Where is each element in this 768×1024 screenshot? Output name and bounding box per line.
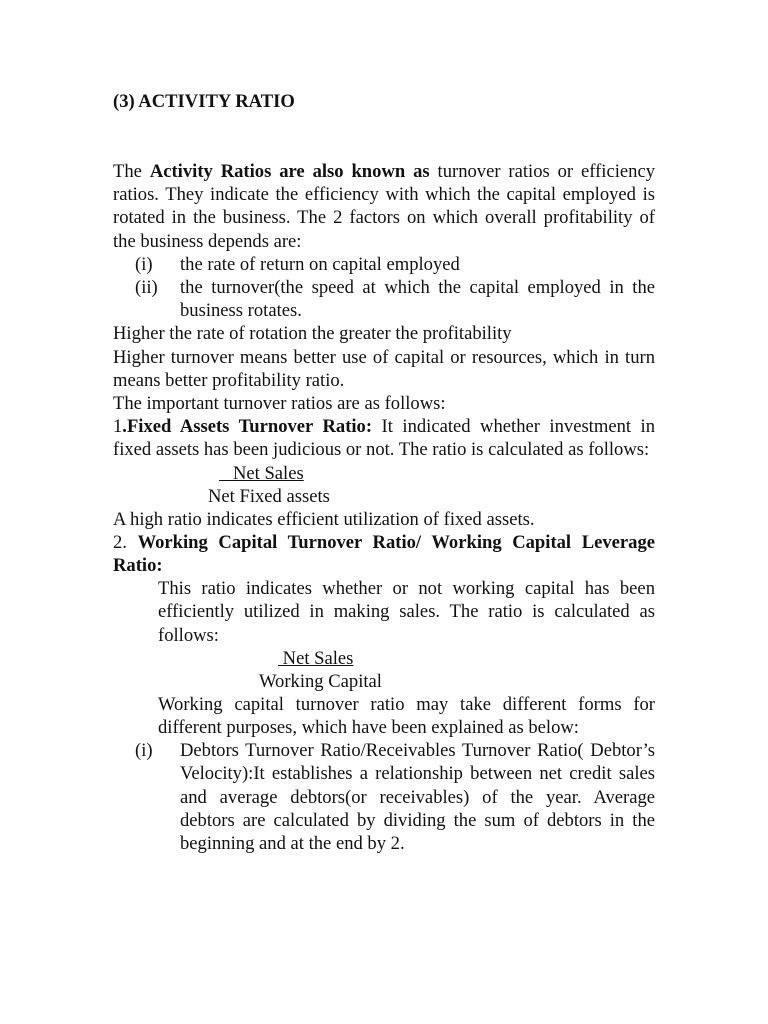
factor-item <box>113 253 655 276</box>
factor-number: (i) <box>135 253 153 275</box>
fixed-assets-paragraph <box>113 415 655 461</box>
formula-denominator: Net Fixed assets <box>208 485 330 507</box>
important-ratios-line: The important turnover ratios are as follows: <box>113 393 446 415</box>
factor-number: (ii) <box>135 277 158 299</box>
intro-pre: The <box>113 161 150 182</box>
factor-item <box>113 276 655 322</box>
intro-post: turnover ratios or efficiency ratios. They indicate the efficiency with which the capital employed is rotated in the business. The 2 factors on which overall profitability of the business depends are: <box>113 161 655 252</box>
rotation-line: Higher the rate of rotation the greater the profitability <box>113 323 512 345</box>
section-heading: (3) ACTIVITY RATIO <box>113 91 295 112</box>
fixed-assets-note: A high ratio indicates efficient utilization of fixed assets. <box>113 508 535 530</box>
working-capital-forms: Working capital turnover ratio may take different forms for different purposes, which have been explained as below: <box>158 693 655 739</box>
factor-text: the turnover(the speed at which the capital employed in the business rotates. <box>180 277 655 322</box>
working-capital-number: 2. <box>113 531 127 553</box>
intro-bold: Activity Ratios are also known as <box>149 161 430 182</box>
fixed-assets-formula <box>113 462 655 508</box>
debtors-number: (i) <box>135 740 153 762</box>
fixed-assets-text: It indicated whether investment in fixed assets has been judicious or not. The ratio is calculated as follows: <box>113 416 655 461</box>
formula-numerator: Net Sales <box>219 462 304 484</box>
section-body <box>113 160 655 855</box>
fixed-assets-title: .Fixed Assets Turnover Ratio: <box>122 416 373 438</box>
debtors-item <box>113 739 655 855</box>
working-capital-formula <box>113 647 655 693</box>
debtors-text: Debtors Turnover Ratio/Receivables Turnover Ratio( Debtor’s Velocity):It establishes a relationship between net credit sales and average debtors(or receivables) of the year. Average debtors are calculated by dividing the sum of debtors in the beginning and at the end by 2. <box>180 740 655 855</box>
turnover-line: Higher turnover means better use of capital or resources, which in turn means better profitability ratio. <box>113 346 655 391</box>
factor-text: the rate of return on capital employed <box>180 253 460 275</box>
working-capital-text: This ratio indicates whether or not working capital has been efficiently utilized in making sales. The ratio is calculated as follows: <box>158 578 655 646</box>
intro-paragraph <box>113 160 655 253</box>
fixed-assets-number: 1 <box>113 416 123 438</box>
formula-denominator: Working Capital <box>259 670 382 692</box>
working-capital-heading <box>113 531 655 577</box>
formula-numerator: Net Sales <box>278 647 354 669</box>
working-capital-title: Working Capital Turnover Ratio/ Working Capital Leverage Ratio: <box>113 531 655 577</box>
